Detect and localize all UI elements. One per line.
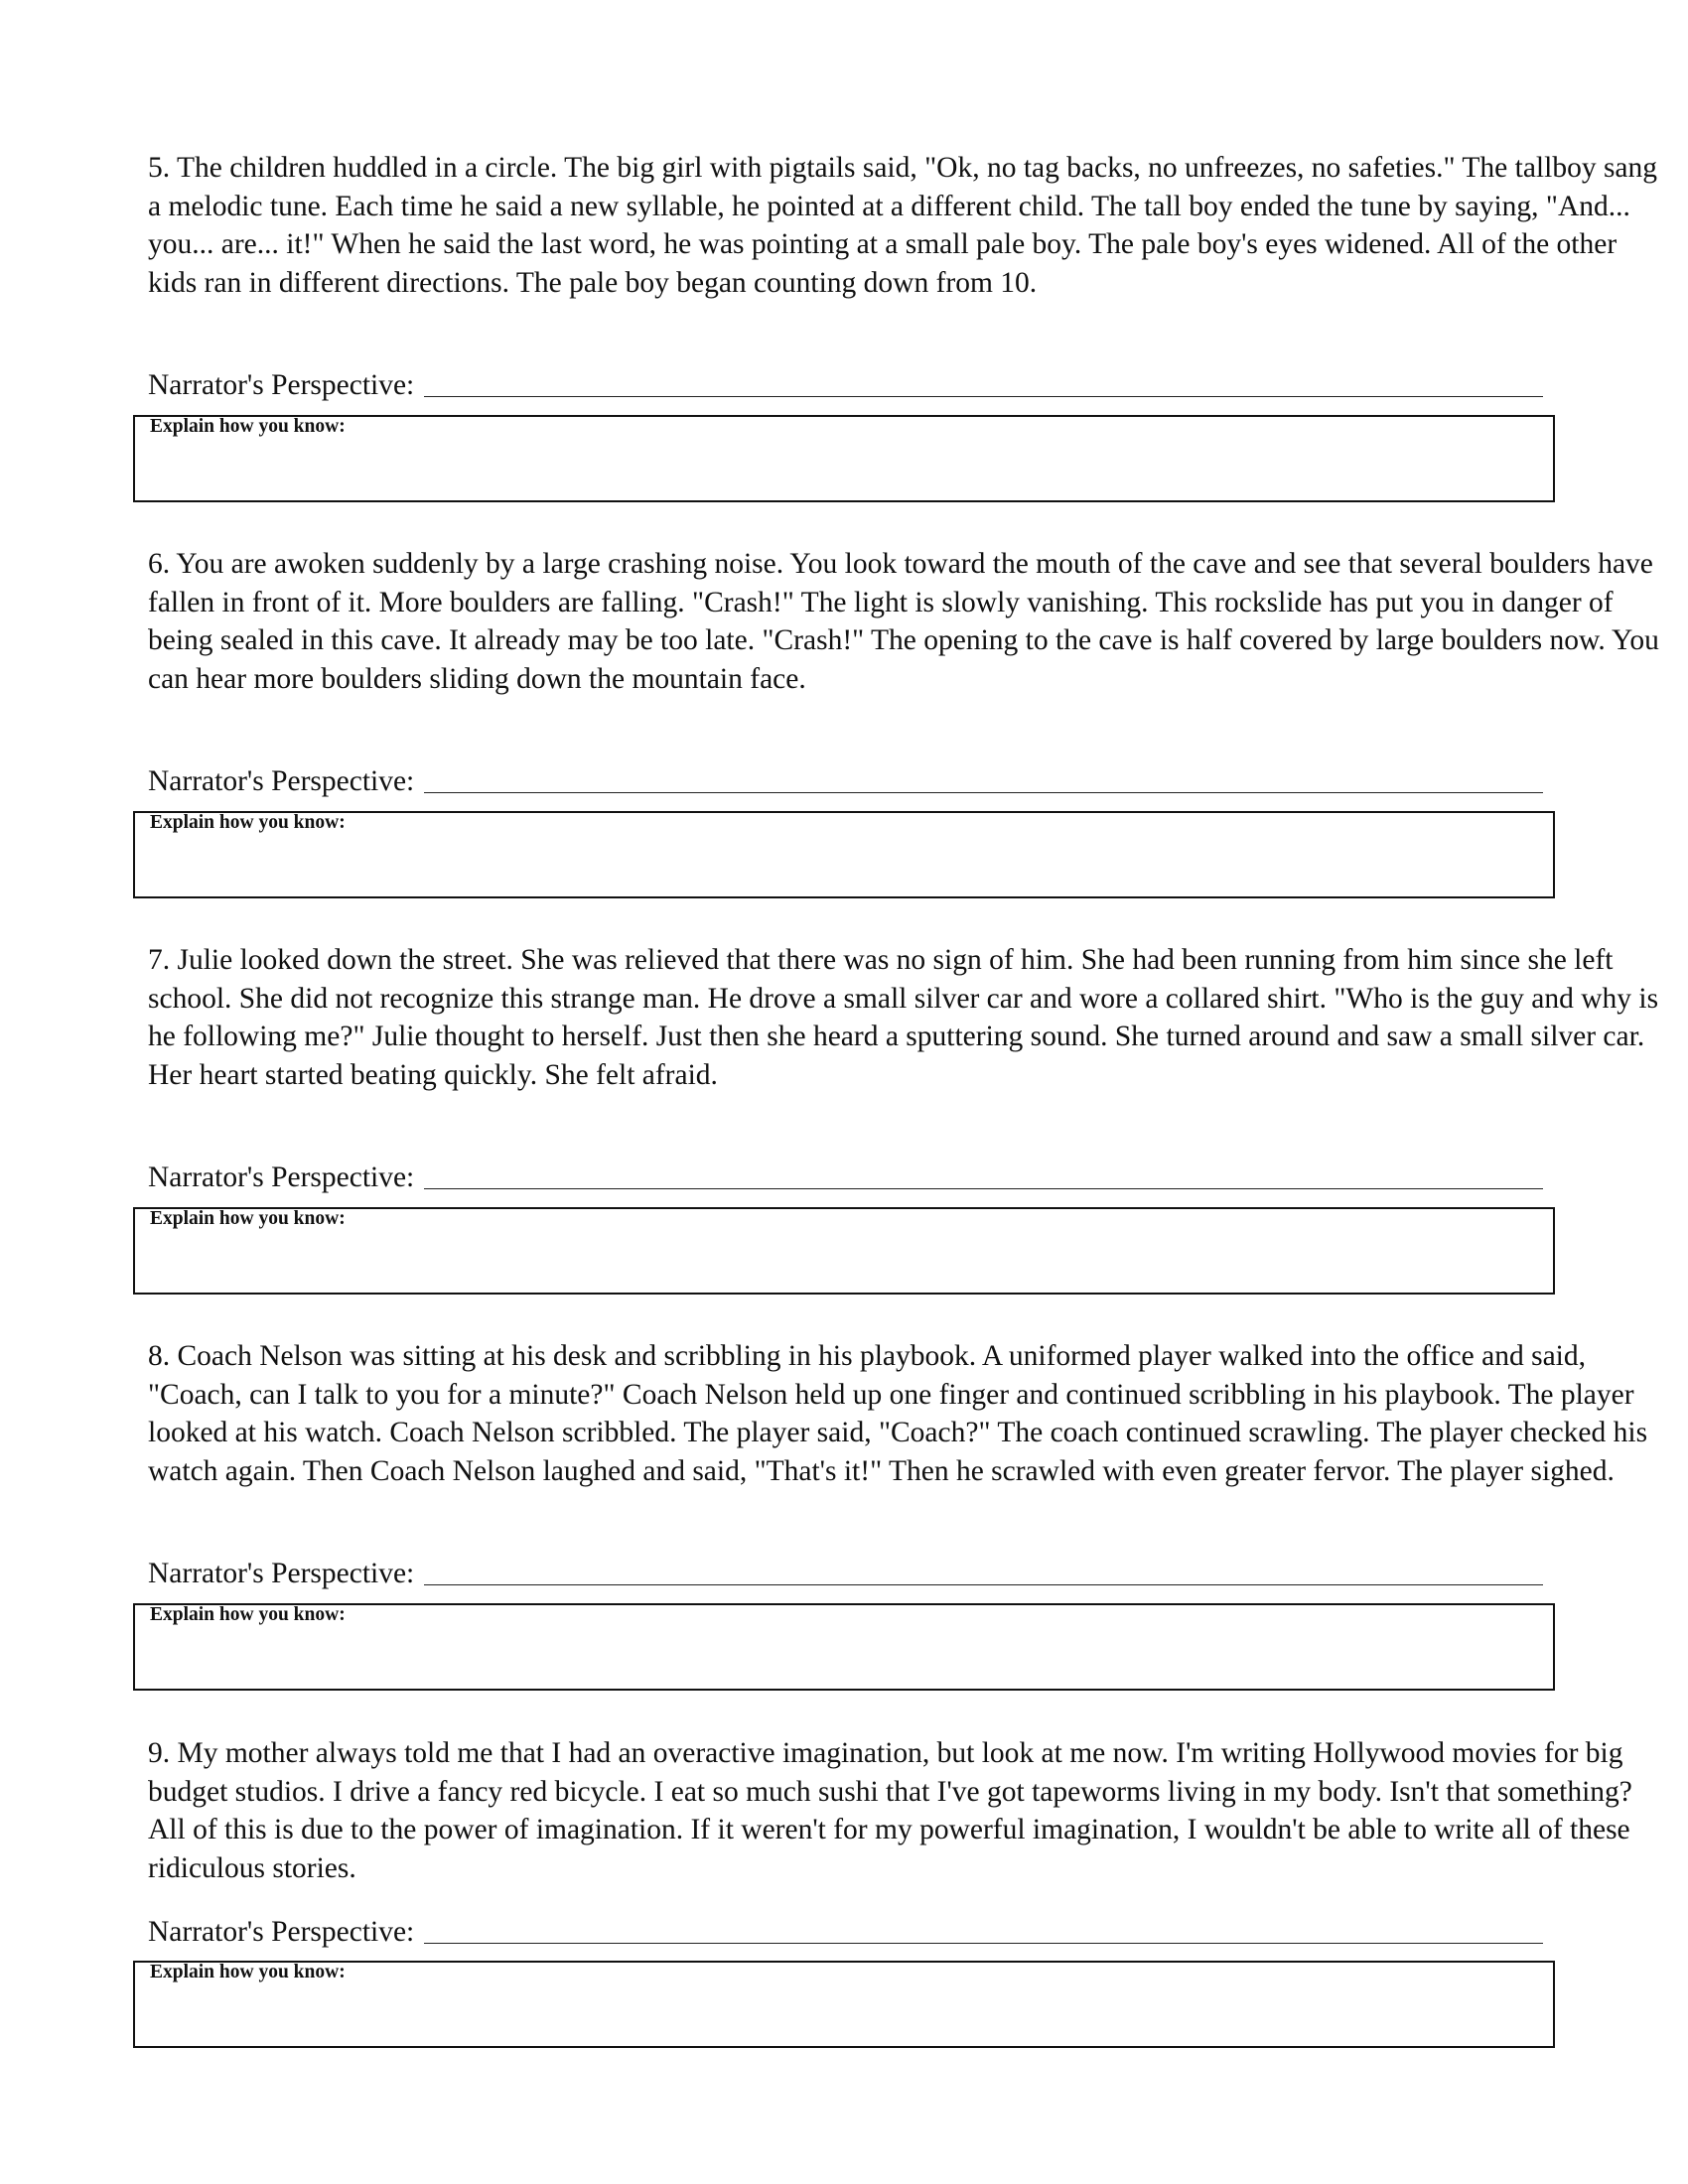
narrator-perspective-row: [148, 1157, 1543, 1196]
explain-answer-box[interactable]: [133, 811, 1555, 898]
explain-label: Explain how you know:: [150, 812, 346, 833]
explain-answer-box[interactable]: [133, 415, 1555, 502]
passage-text: 7. Julie looked down the street. She was relieved that there was no sign of him. She had been running from him since she left school. She did not recognize this strange man. He drove a small silver car and wore a collared shirt. "Who is the guy and why is he following me?" Julie thought to herself. Just then she heard a sputtering sound. She turned around and saw a small silver car. Her heart started beating quickly. She felt afraid.: [148, 944, 1659, 1091]
narrator-perspective-label: Narrator's Perspective:: [148, 369, 415, 401]
narrator-perspective-answer-line[interactable]: [424, 1942, 1543, 1944]
narrator-perspective-label: Narrator's Perspective:: [148, 1916, 415, 1948]
narrator-perspective-answer-line[interactable]: [424, 395, 1543, 397]
narrator-perspective-row: [148, 364, 1543, 404]
passage-text: 9. My mother always told me that I had an overactive imagination, but look at me now. I'm writing Hollywood movies for big budget studios. I drive a fancy red bicycle. I eat so much sushi that I've got tapeworms living in my body. Isn't that something? All of this is due to the power of imagination. If it weren't for my powerful imagination, I wouldn't be able to write all of these ridiculous stories.: [148, 1737, 1632, 1884]
explain-label: Explain how you know:: [150, 1962, 346, 1982]
narrator-perspective-answer-line[interactable]: [424, 791, 1543, 793]
explain-answer-box[interactable]: [133, 1961, 1555, 2048]
narrator-perspective-label: Narrator's Perspective:: [148, 765, 415, 797]
narrator-perspective-label: Narrator's Perspective:: [148, 1558, 415, 1589]
narrator-perspective-label: Narrator's Perspective:: [148, 1161, 415, 1193]
explain-answer-box[interactable]: [133, 1603, 1555, 1691]
narrator-perspective-row: [148, 1911, 1543, 1951]
narrator-perspective-row: [148, 1553, 1543, 1592]
explain-answer-box[interactable]: [133, 1207, 1555, 1295]
passage-text: 6. You are awoken suddenly by a large crashing noise. You look toward the mouth of the cave and see that several boulders have fallen in front of it. More boulders are falling. "Crash!" The light is slowly vanishing. This rockslide has put you in danger of being sealed in this cave. It already may be too late. "Crash!" The opening to the cave is half covered by large boulders now. You can hear more boulders sliding down the mountain face.: [148, 548, 1659, 695]
explain-label: Explain how you know:: [150, 416, 346, 437]
narrator-perspective-row: [148, 760, 1543, 800]
explain-label: Explain how you know:: [150, 1208, 346, 1229]
narrator-perspective-answer-line[interactable]: [424, 1583, 1543, 1585]
passage-text: 8. Coach Nelson was sitting at his desk and scribbling in his playbook. A uniformed player walked into the office and said, "Coach, can I talk to you for a minute?" Coach Nelson held up one finger and continued scribbling in his playbook. The player looked at his watch. Coach Nelson scribbled. The player said, "Coach?" The coach continued scrawling. The player checked his watch again. Then Coach Nelson laughed and said, "That's it!" Then he scrawled with even greater fervor. The player sighed.: [148, 1340, 1648, 1487]
explain-label: Explain how you know:: [150, 1604, 346, 1625]
narrator-perspective-answer-line[interactable]: [424, 1187, 1543, 1189]
passage-text: 5. The children huddled in a circle. The big girl with pigtails said, "Ok, no tag backs, no unfreezes, no safeties." The tallboy sang a melodic tune. Each time he said a new syllable, he pointed at a different child. The tall boy ended the tune by saying, "And... you... are... it!" When he said the last word, he was pointing at a small pale boy. The pale boy's eyes widened. All of the other kids ran in different directions. The pale boy began counting down from 10.: [148, 152, 1658, 299]
